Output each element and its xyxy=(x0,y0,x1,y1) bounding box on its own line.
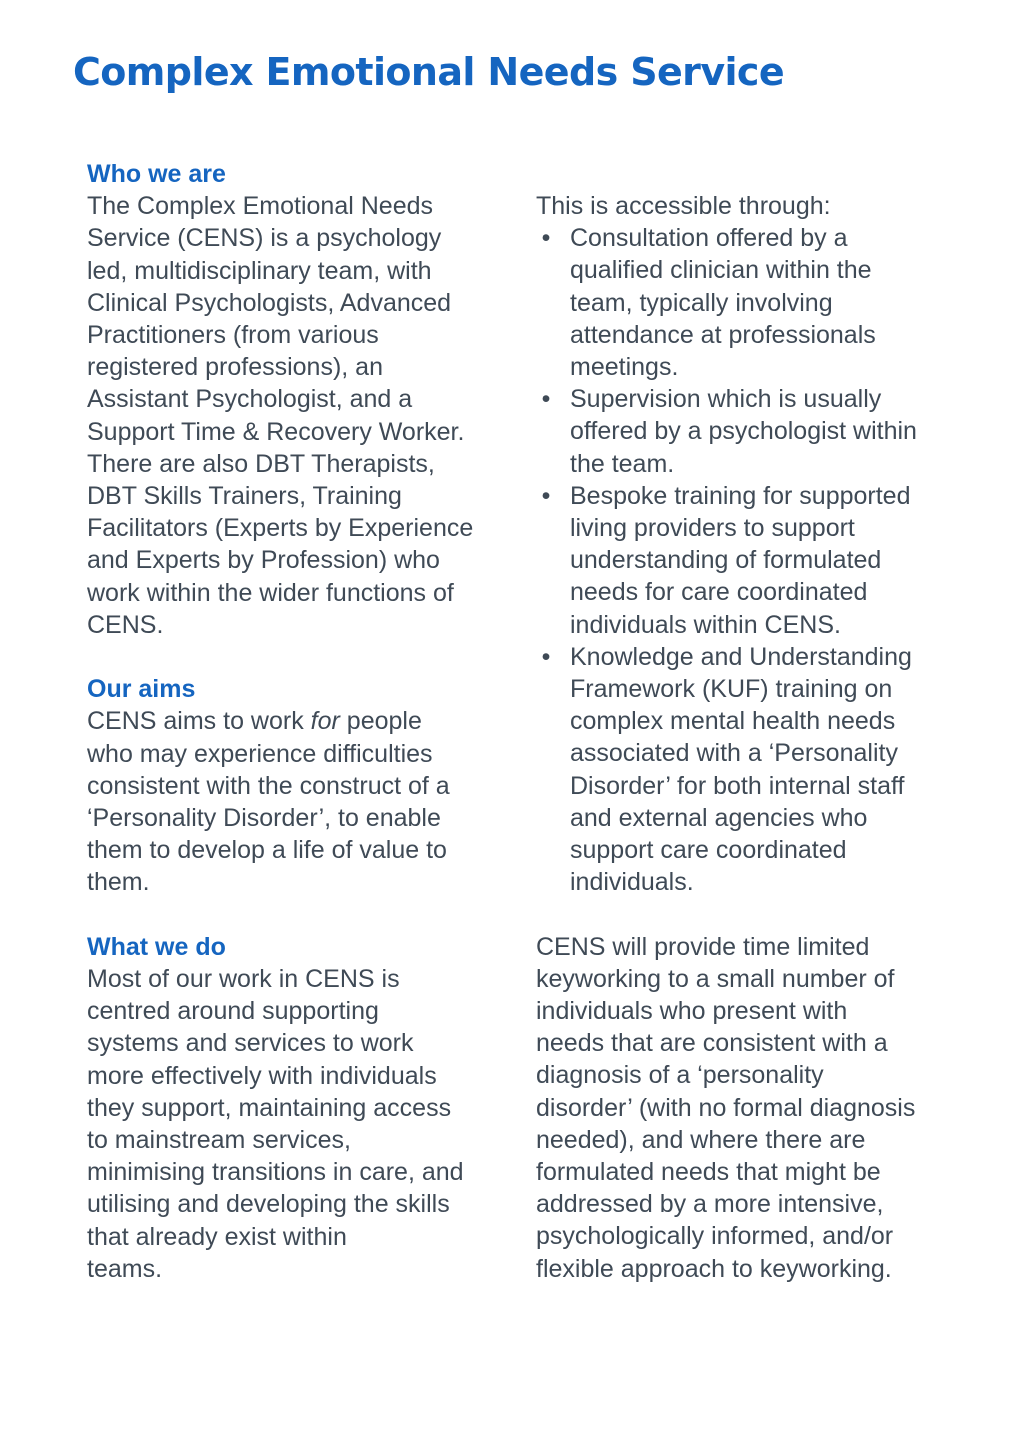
text-line: teams. xyxy=(87,1254,163,1283)
text-line: complex mental health needs xyxy=(570,707,896,736)
text-line: Consultation offered by a xyxy=(570,224,848,253)
text-line: team, typically involving xyxy=(570,288,833,317)
keyworking-text xyxy=(536,931,976,1285)
text-line: Practitioners (from various xyxy=(87,321,379,350)
what-we-do-heading: What we do xyxy=(87,932,226,961)
who-we-are-section xyxy=(87,158,517,641)
text-line: needs for care coordinated xyxy=(570,578,868,607)
text-line: support care coordinated xyxy=(570,836,847,865)
text-line: DBT Skills Trainers, Training xyxy=(87,482,402,511)
emphasis-for: for xyxy=(310,707,340,736)
page-title: Complex Emotional Needs Service xyxy=(73,50,785,94)
text-line: associated with a ‘Personality xyxy=(570,739,898,768)
section-spacer xyxy=(87,641,517,673)
text-line: minimising transitions in care, and xyxy=(87,1158,464,1187)
text-line: registered professions), an xyxy=(87,353,383,382)
text-line: Clinical Psychologists, Advanced xyxy=(87,288,452,317)
text-line: and Experts by Profession) who xyxy=(87,546,440,575)
text-line: keyworking to a small number of xyxy=(536,964,895,993)
text-line: addressed by a more intensive, xyxy=(536,1190,884,1219)
list-item-consultation xyxy=(536,222,976,383)
list-item-kuf-training xyxy=(536,641,976,899)
text-line: Service (CENS) is a psychology xyxy=(87,224,442,253)
text-line: qualified clinician within the xyxy=(570,256,872,285)
text-line: Knowledge and Understanding xyxy=(570,642,912,671)
text-line xyxy=(87,705,517,737)
text-line: Support Time & Recovery Worker. xyxy=(87,417,465,446)
text-line: individuals. xyxy=(570,868,694,897)
text-line: living providers to support xyxy=(570,514,855,543)
text-line: utilising and developing the skills xyxy=(87,1190,450,1219)
bullet-icon: • xyxy=(541,385,551,414)
text-line: Facilitators (Experts by Experience xyxy=(87,514,474,543)
text-line: consistent with the construct of a xyxy=(87,771,450,800)
text-line: Supervision which is usually xyxy=(570,385,882,414)
list-item-supervision xyxy=(536,383,976,480)
bullet-icon: • xyxy=(541,224,551,253)
text-line: psychologically informed, and/or xyxy=(536,1222,894,1251)
who-we-are-heading: Who we are xyxy=(87,160,226,188)
text-line: they support, maintaining access xyxy=(87,1093,452,1122)
text-line: Framework (KUF) training on xyxy=(570,675,893,704)
text-line: to mainstream services, xyxy=(87,1126,351,1155)
section-spacer xyxy=(536,898,976,930)
text-line: There are also DBT Therapists, xyxy=(87,449,435,478)
text-line: who may experience difficulties xyxy=(87,739,433,768)
text-line: CENS. xyxy=(87,610,164,639)
text-line: meetings. xyxy=(570,353,679,382)
our-aims-text xyxy=(87,705,517,898)
text-line: disorder’ (with no formal diagnosis xyxy=(536,1093,916,1122)
text-line: ‘Personality Disorder’, to enable xyxy=(87,804,441,833)
text-line: that already exist within xyxy=(87,1222,347,1251)
text-line: led, multidisciplinary team, with xyxy=(87,256,432,285)
text-line: them. xyxy=(87,868,150,897)
text-line: centred around supporting xyxy=(87,997,379,1026)
text-line: work within the wider functions of xyxy=(87,578,454,607)
access-intro xyxy=(536,190,976,222)
text-line: them to develop a life of value to xyxy=(87,836,447,865)
text-line: offered by a psychologist within xyxy=(570,417,917,446)
text-line: flexible approach to keyworking. xyxy=(536,1254,892,1283)
text-fragment: people xyxy=(339,707,422,736)
text-line: The Complex Emotional Needs xyxy=(87,192,433,221)
text-line: needs that are consistent with a xyxy=(536,1029,888,1058)
text-fragment: CENS aims to work xyxy=(87,707,311,736)
text-line: attendance at professionals xyxy=(570,320,876,349)
bullet-icon: • xyxy=(541,481,551,510)
what-we-do-section xyxy=(87,931,517,1285)
text-line: individuals within CENS. xyxy=(570,610,841,639)
text-line: Assistant Psychologist, and a xyxy=(87,385,413,414)
text-line: needed), and where there are xyxy=(536,1125,866,1154)
bullet-icon: • xyxy=(541,642,551,671)
what-we-do-text xyxy=(87,963,517,1285)
our-aims-section xyxy=(87,673,517,898)
right-column xyxy=(536,190,976,1285)
text-line: formulated needs that might be xyxy=(536,1158,881,1187)
access-list xyxy=(536,222,976,898)
list-item-bespoke-training xyxy=(536,480,976,641)
text-line: understanding of formulated xyxy=(570,546,882,575)
section-spacer xyxy=(87,899,517,931)
text-line: diagnosis of a ‘personality xyxy=(536,1061,824,1090)
text-line: systems and services to work xyxy=(87,1029,414,1058)
text-line: This is accessible through: xyxy=(536,192,831,220)
text-line: Most of our work in CENS is xyxy=(87,965,400,994)
who-we-are-text xyxy=(87,190,517,641)
text-line: the team. xyxy=(570,449,675,478)
text-line: individuals who present with xyxy=(536,997,848,1026)
text-line: Bespoke training for supported xyxy=(570,481,911,510)
text-line: more effectively with individuals xyxy=(87,1061,437,1090)
text-line: CENS will provide time limited xyxy=(536,932,870,961)
left-column xyxy=(87,158,517,1285)
text-line: and external agencies who xyxy=(570,803,868,832)
our-aims-heading: Our aims xyxy=(87,675,196,704)
text-line: Disorder’ for both internal staff xyxy=(570,771,905,800)
